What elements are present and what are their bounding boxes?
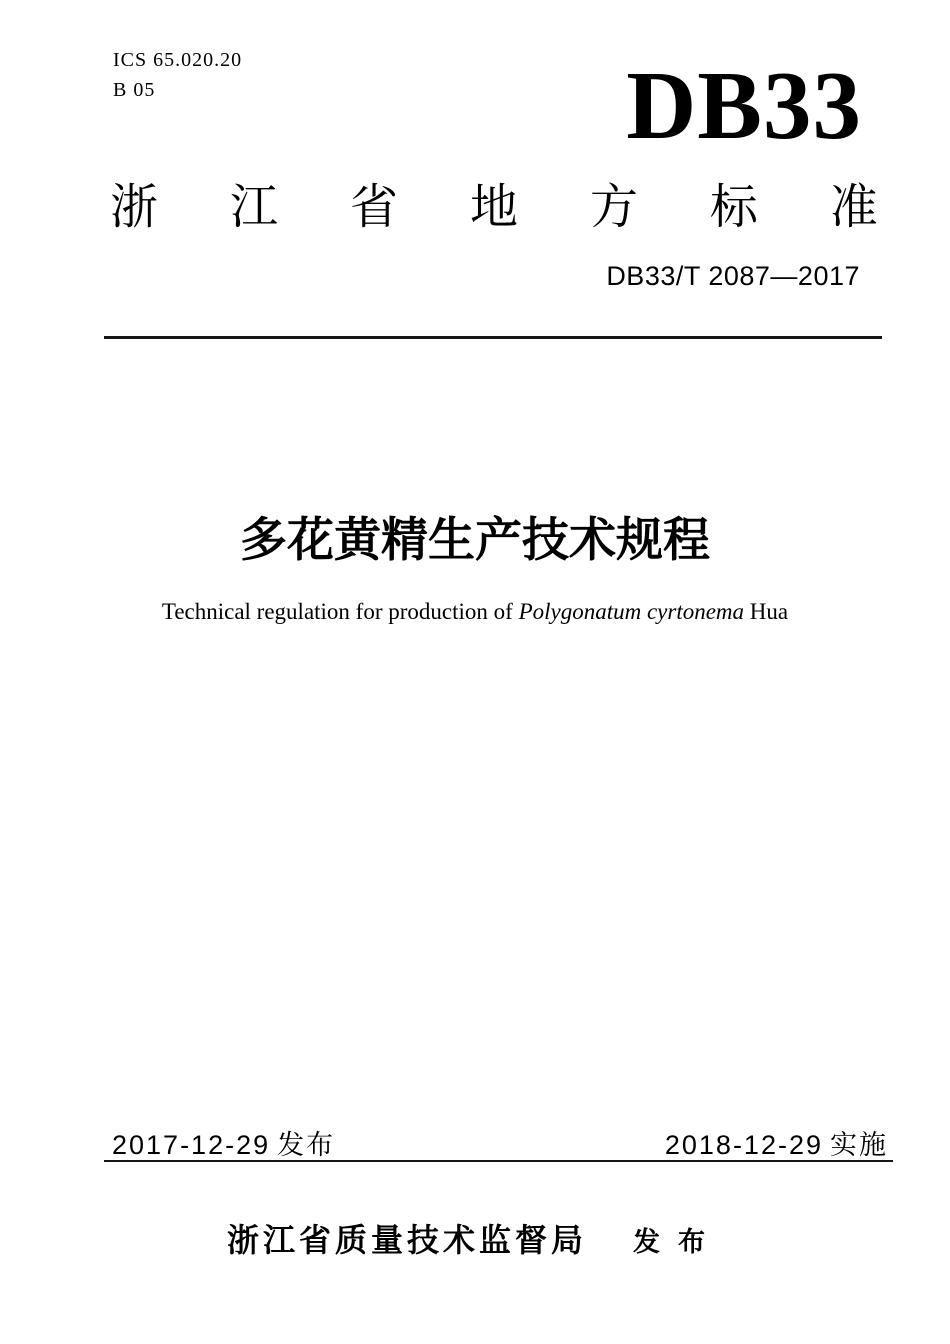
publisher-row bbox=[0, 1221, 950, 1259]
ics-block bbox=[113, 45, 242, 105]
title-en-prefix: Technical regulation for production of bbox=[161, 599, 519, 624]
title-en-suffix: Hua bbox=[744, 599, 789, 624]
implement-date: 2018-12-29 bbox=[664, 1130, 823, 1160]
standard-category-char: 方 bbox=[589, 181, 638, 234]
standard-category-char: 省 bbox=[349, 181, 398, 234]
issue-label: 发布 bbox=[277, 1130, 336, 1160]
implement-date-group bbox=[665, 1130, 888, 1160]
document-title-chinese: 多花黄精生产技术规程 bbox=[240, 513, 710, 566]
publisher-name: 浙江省质量技术监督局 bbox=[226, 1222, 587, 1258]
standard-category-char: 江 bbox=[229, 181, 278, 234]
standard-category-title bbox=[110, 183, 878, 233]
publish-label: 发布 bbox=[633, 1227, 723, 1257]
standard-category-char: 准 bbox=[829, 181, 878, 234]
standard-category-char: 地 bbox=[469, 181, 518, 234]
implement-label: 实施 bbox=[830, 1130, 888, 1160]
classification-code: B 05 bbox=[113, 79, 156, 101]
document-title-english bbox=[0, 597, 950, 627]
header-rule bbox=[104, 336, 882, 339]
title-en-latin-name: Polygonatum cyrtonema bbox=[518, 599, 745, 624]
issue-date: 2017-12-29 bbox=[112, 1130, 271, 1160]
standard-category-char: 标 bbox=[709, 181, 758, 234]
footer-rule bbox=[104, 1160, 893, 1162]
issue-date-group bbox=[112, 1130, 335, 1160]
ics-code: ICS 65.020.20 bbox=[113, 49, 243, 71]
date-row bbox=[112, 1130, 888, 1160]
standard-category-char: 浙 bbox=[110, 181, 159, 234]
db33-logo: DB33 bbox=[626, 52, 862, 159]
standard-number: DB33/T 2087—2017 bbox=[606, 261, 860, 291]
